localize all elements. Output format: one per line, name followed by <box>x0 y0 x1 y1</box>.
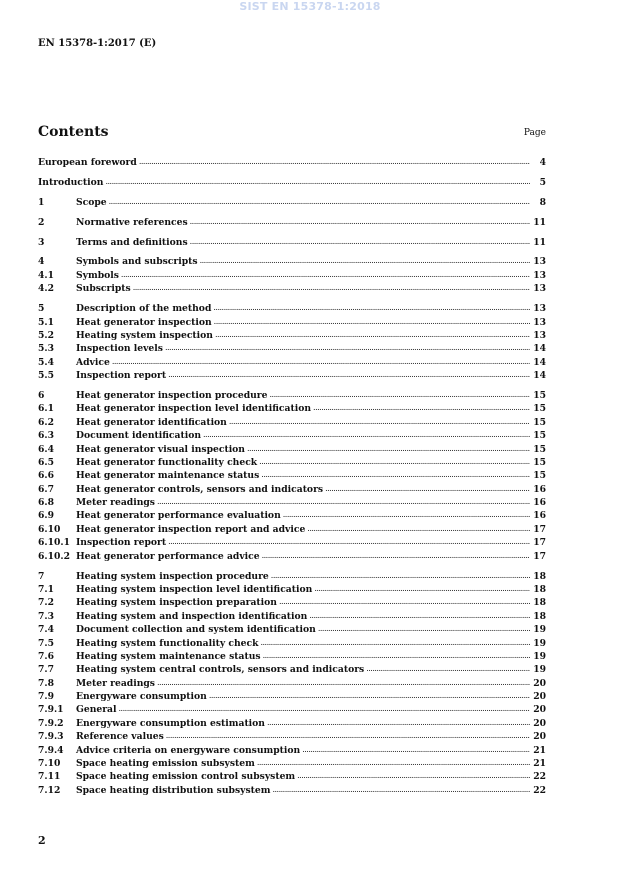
toc-entry-title: Inspection report <box>76 537 167 549</box>
toc-entry-title: Terms and definitions <box>76 236 188 248</box>
toc-entry-number: 5 <box>38 303 45 315</box>
toc-entry-page: 17 <box>533 550 546 562</box>
toc-entry-number: 4.2 <box>38 283 54 295</box>
toc-entry-title: Heat generator inspection procedure <box>76 389 268 401</box>
document-header: EN 15378-1:2017 (E) <box>38 38 157 49</box>
toc-leader-dots <box>272 784 530 795</box>
toc-entry-title: Heating system and inspection identification <box>76 610 308 622</box>
toc-leader-dots <box>262 550 530 561</box>
toc-entry-page: 8 <box>539 196 546 208</box>
toc-entry[interactable] <box>38 444 546 457</box>
toc-leader-dots <box>270 389 531 400</box>
toc-entry-number: 7.11 <box>38 771 61 783</box>
toc-entry-number: 5.3 <box>38 343 54 355</box>
toc-entry[interactable] <box>38 584 546 597</box>
toc-leader-dots <box>214 316 530 327</box>
toc-entry-page: 18 <box>533 583 546 595</box>
toc-entry-number: 6 <box>38 389 45 401</box>
toc-entry[interactable] <box>38 430 546 443</box>
toc-entry[interactable] <box>38 638 546 651</box>
toc-entry-page: 11 <box>533 216 546 228</box>
toc-entry-page: 20 <box>533 691 546 703</box>
toc-entry-page: 18 <box>533 570 546 582</box>
toc-leader-dots <box>190 236 530 247</box>
toc-entry[interactable] <box>38 357 546 370</box>
toc-leader-dots <box>119 703 530 714</box>
toc-entry-title: Energyware consumption <box>76 691 207 703</box>
toc-entry-number: 1 <box>38 196 45 208</box>
toc-leader-dots <box>209 690 530 701</box>
toc-entry[interactable] <box>38 497 546 510</box>
toc-entry-page: 16 <box>533 483 546 495</box>
toc-entry-number: 7.10 <box>38 758 61 770</box>
toc-entry[interactable] <box>38 217 546 230</box>
toc-leader-dots <box>257 757 530 768</box>
toc-entry-title: Energyware consumption estimation <box>76 717 265 729</box>
toc-entry[interactable] <box>38 457 546 470</box>
toc-entry-title: Heat generator maintenance status <box>76 470 260 482</box>
toc-entry[interactable] <box>38 370 546 383</box>
toc-entry-number: 7.9.4 <box>38 744 64 756</box>
toc-entry-page: 19 <box>533 624 546 636</box>
toc-entry-page: 22 <box>533 771 546 783</box>
toc-entry-page: 15 <box>533 389 546 401</box>
toc-entry-page: 15 <box>533 456 546 468</box>
toc-entry-title: Introduction <box>38 176 104 188</box>
toc-entry-page: 16 <box>533 510 546 522</box>
toc-entry[interactable] <box>38 343 546 356</box>
toc-entry-number: 7.7 <box>38 664 54 676</box>
toc-entry-page: 20 <box>533 704 546 716</box>
toc-entry-page: 22 <box>533 784 546 796</box>
toc-entry-page: 17 <box>533 537 546 549</box>
toc-leader-dots <box>109 196 530 207</box>
toc-entry-number: 7.2 <box>38 597 54 609</box>
toc-entry-page: 14 <box>533 370 546 382</box>
toc-entry-number: 6.4 <box>38 443 54 455</box>
toc-entry-title: Space heating emission subsystem <box>76 758 255 770</box>
toc-entry-title: Advice criteria on energyware consumption <box>76 744 301 756</box>
toc-entry[interactable] <box>38 177 546 190</box>
toc-entry-number: 6.6 <box>38 470 54 482</box>
toc-leader-dots <box>166 730 530 741</box>
page-title: Contents <box>38 124 109 140</box>
toc-entry-number: 7.9.1 <box>38 704 64 716</box>
toc-leader-dots <box>325 483 530 494</box>
toc-entry-number: 7.6 <box>38 650 54 662</box>
toc-leader-dots <box>309 610 530 621</box>
toc-entry-number: 6.10 <box>38 523 61 535</box>
toc-entry-number: 4 <box>38 256 45 268</box>
toc-entry[interactable] <box>38 785 546 798</box>
toc-leader-dots <box>366 663 530 674</box>
toc-entry-title: Heat generator inspection report and advice <box>76 523 306 535</box>
toc-leader-dots <box>297 770 530 781</box>
toc-entry-number: 6.10.1 <box>38 537 70 549</box>
toc-entry-title: Heating system inspection level identification <box>76 583 313 595</box>
toc-entry-number: 5.4 <box>38 356 54 368</box>
toc-leader-dots <box>307 523 530 534</box>
toc-leader-dots <box>213 302 530 313</box>
toc-entry[interactable] <box>38 771 546 784</box>
toc-entry[interactable] <box>38 390 546 403</box>
toc-leader-dots <box>139 156 530 167</box>
toc-entry-title: Heat generator inspection <box>76 316 212 328</box>
toc-entry[interactable] <box>38 317 546 330</box>
toc-entry-number: 6.9 <box>38 510 54 522</box>
toc-entry-title: European foreword <box>38 157 137 168</box>
toc-leader-dots <box>263 650 530 661</box>
toc-entry[interactable] <box>38 678 546 691</box>
toc-entry-number: 7.4 <box>38 624 54 636</box>
toc-leader-dots <box>168 536 530 547</box>
toc-leader-dots <box>313 402 530 413</box>
toc-entry[interactable] <box>38 571 546 584</box>
toc-entry-page: 14 <box>533 356 546 368</box>
toc-leader-dots <box>168 369 530 380</box>
toc-entry-page: 13 <box>533 269 546 281</box>
toc-entry-title: Space heating distribution subsystem <box>76 784 271 796</box>
toc-entry[interactable] <box>38 237 546 250</box>
toc-leader-dots <box>247 443 530 454</box>
toc-entry-page: 19 <box>533 664 546 676</box>
toc-entry-number: 7.9.3 <box>38 731 64 743</box>
toc-entry[interactable] <box>38 484 546 497</box>
toc-entry-title: Symbols <box>76 269 119 281</box>
toc-entry-page: 18 <box>533 597 546 609</box>
toc-entry-number: 6.5 <box>38 456 54 468</box>
toc-entry-number: 7 <box>38 570 45 582</box>
toc-entry[interactable] <box>38 157 546 170</box>
toc-entry-number: 4.1 <box>38 269 54 281</box>
toc-entry[interactable] <box>38 664 546 677</box>
toc-leader-dots <box>121 269 530 280</box>
toc-entry-page: 21 <box>533 744 546 756</box>
toc-entry[interactable] <box>38 524 546 537</box>
toc-entry-title: Heat generator controls, sensors and indicators <box>76 483 324 495</box>
toc-leader-dots <box>261 469 530 480</box>
toc-entry[interactable] <box>38 691 546 704</box>
toc-leader-dots <box>200 255 530 266</box>
toc-entry-number: 5.5 <box>38 370 54 382</box>
toc-leader-dots <box>271 570 530 581</box>
toc-entry-number: 7.1 <box>38 583 54 595</box>
toc-entry-page: 13 <box>533 316 546 328</box>
toc-entry-page: 4 <box>539 157 546 168</box>
toc-entry-title: Advice <box>76 356 110 368</box>
toc-entry-page: 15 <box>533 430 546 442</box>
toc-entry-number: 6.10.2 <box>38 550 70 562</box>
toc-entry-page: 15 <box>533 443 546 455</box>
toc-entry-title: Meter readings <box>76 497 155 509</box>
toc-entry-page: 19 <box>533 650 546 662</box>
toc-entry-number: 2 <box>38 216 45 228</box>
toc-entry[interactable] <box>38 470 546 483</box>
toc-entry-number: 6.2 <box>38 416 54 428</box>
toc-entry-title: Heating system inspection preparation <box>76 597 277 609</box>
toc-entry-page: 21 <box>533 758 546 770</box>
toc-entry[interactable] <box>38 417 546 430</box>
toc-leader-dots <box>203 429 530 440</box>
toc-leader-dots <box>302 744 530 755</box>
toc-entry-page: 15 <box>533 470 546 482</box>
toc-entry-title: Space heating emission control subsystem <box>76 771 296 783</box>
toc-entry-title: Heat generator functionality check <box>76 456 258 468</box>
toc-entry-page: 13 <box>533 256 546 268</box>
toc-entry-page: 13 <box>533 283 546 295</box>
toc-entry-page: 5 <box>539 176 546 188</box>
toc-entry-number: 7.9 <box>38 691 54 703</box>
toc-entry[interactable] <box>38 704 546 717</box>
page-column-label: Page <box>523 128 546 138</box>
toc-entry[interactable] <box>38 718 546 731</box>
toc-entry-page: 11 <box>533 236 546 248</box>
toc-leader-dots <box>283 509 530 520</box>
toc-entry-page: 15 <box>533 416 546 428</box>
toc-entry-title: Heat generator performance evaluation <box>76 510 281 522</box>
toc-entry-number: 7.9.2 <box>38 717 64 729</box>
toc-leader-dots <box>267 717 530 728</box>
toc-entry-page: 13 <box>533 329 546 341</box>
page-number: 2 <box>38 834 46 847</box>
toc-leader-dots <box>215 329 530 340</box>
toc-leader-dots <box>112 356 530 367</box>
toc-entry-page: 20 <box>533 731 546 743</box>
toc-entry-number: 6.1 <box>38 403 54 415</box>
toc-entry-title: Heating system inspection procedure <box>76 570 269 582</box>
toc-entry-title: Document identification <box>76 430 202 442</box>
toc-entry-title: General <box>76 704 117 716</box>
toc-entry-title: Inspection levels <box>76 343 163 355</box>
toc-leader-dots <box>105 176 530 187</box>
toc-entry[interactable] <box>38 270 546 283</box>
toc-entry[interactable] <box>38 537 546 550</box>
toc-entry[interactable] <box>38 745 546 758</box>
toc-entry[interactable] <box>38 758 546 771</box>
toc-leader-dots <box>314 583 530 594</box>
toc-entry[interactable] <box>38 551 546 564</box>
toc-entry-title: Subscripts <box>76 283 131 295</box>
toc-leader-dots <box>157 496 530 507</box>
toc-entry[interactable] <box>38 303 546 316</box>
toc-entry[interactable] <box>38 624 546 637</box>
toc-entry-title: Heating system central controls, sensors and indicators <box>76 664 365 676</box>
toc-entry-title: Heating system functionality check <box>76 637 259 649</box>
toc-entry-number: 5.1 <box>38 316 54 328</box>
toc-entry-title: Document collection and system identification <box>76 624 316 636</box>
table-of-contents <box>38 157 546 798</box>
toc-entry[interactable] <box>38 197 546 210</box>
toc-entry-page: 16 <box>533 497 546 509</box>
toc-entry-number: 7.3 <box>38 610 54 622</box>
toc-entry-title: Heat generator performance advice <box>76 550 260 562</box>
toc-entry-title: Symbols and subscripts <box>76 256 198 268</box>
toc-entry-title: Inspection report <box>76 370 167 382</box>
toc-entry-page: 20 <box>533 677 546 689</box>
toc-entry-title: Heating system maintenance status <box>76 650 261 662</box>
toc-entry-number: 3 <box>38 236 45 248</box>
toc-entry-title: Description of the method <box>76 303 212 315</box>
toc-entry-number: 5.2 <box>38 329 54 341</box>
toc-leader-dots <box>259 456 530 467</box>
toc-leader-dots <box>318 623 530 634</box>
toc-entry[interactable] <box>38 611 546 624</box>
toc-entry-title: Reference values <box>76 731 164 743</box>
toc-entry-page: 20 <box>533 717 546 729</box>
toc-entry-title: Scope <box>76 196 107 208</box>
toc-leader-dots <box>260 637 530 648</box>
toc-entry-title: Meter readings <box>76 677 155 689</box>
toc-entry-number: 6.8 <box>38 497 54 509</box>
toc-entry-number: 7.5 <box>38 637 54 649</box>
toc-entry-title: Heating system inspection <box>76 329 213 341</box>
watermark-text: SIST EN 15378-1:2018 <box>239 0 381 13</box>
toc-entry-page: 13 <box>533 303 546 315</box>
toc-entry-number: 7.12 <box>38 784 61 796</box>
toc-entry[interactable] <box>38 731 546 744</box>
toc-leader-dots <box>279 596 530 607</box>
toc-entry-number: 7.8 <box>38 677 54 689</box>
toc-entry[interactable] <box>38 283 546 296</box>
toc-entry-page: 14 <box>533 343 546 355</box>
toc-leader-dots <box>157 677 530 688</box>
toc-entry[interactable] <box>38 256 546 269</box>
toc-entry-page: 19 <box>533 637 546 649</box>
toc-entry-page: 17 <box>533 523 546 535</box>
toc-leader-dots <box>229 416 530 427</box>
toc-entry-page: 15 <box>533 403 546 415</box>
toc-entry-number: 6.7 <box>38 483 54 495</box>
toc-entry[interactable] <box>38 330 546 343</box>
toc-entry-title: Heat generator visual inspection <box>76 443 245 455</box>
toc-entry-title: Heat generator identification <box>76 416 227 428</box>
toc-leader-dots <box>133 282 530 293</box>
toc-entry[interactable] <box>38 651 546 664</box>
toc-entry-title: Normative references <box>76 216 188 228</box>
toc-entry[interactable] <box>38 510 546 523</box>
toc-entry[interactable] <box>38 403 546 416</box>
toc-leader-dots <box>165 342 530 353</box>
toc-leader-dots <box>190 216 530 227</box>
toc-entry-title: Heat generator inspection level identification <box>76 403 312 415</box>
toc-entry-page: 18 <box>533 610 546 622</box>
toc-entry[interactable] <box>38 597 546 610</box>
toc-entry-number: 6.3 <box>38 430 54 442</box>
